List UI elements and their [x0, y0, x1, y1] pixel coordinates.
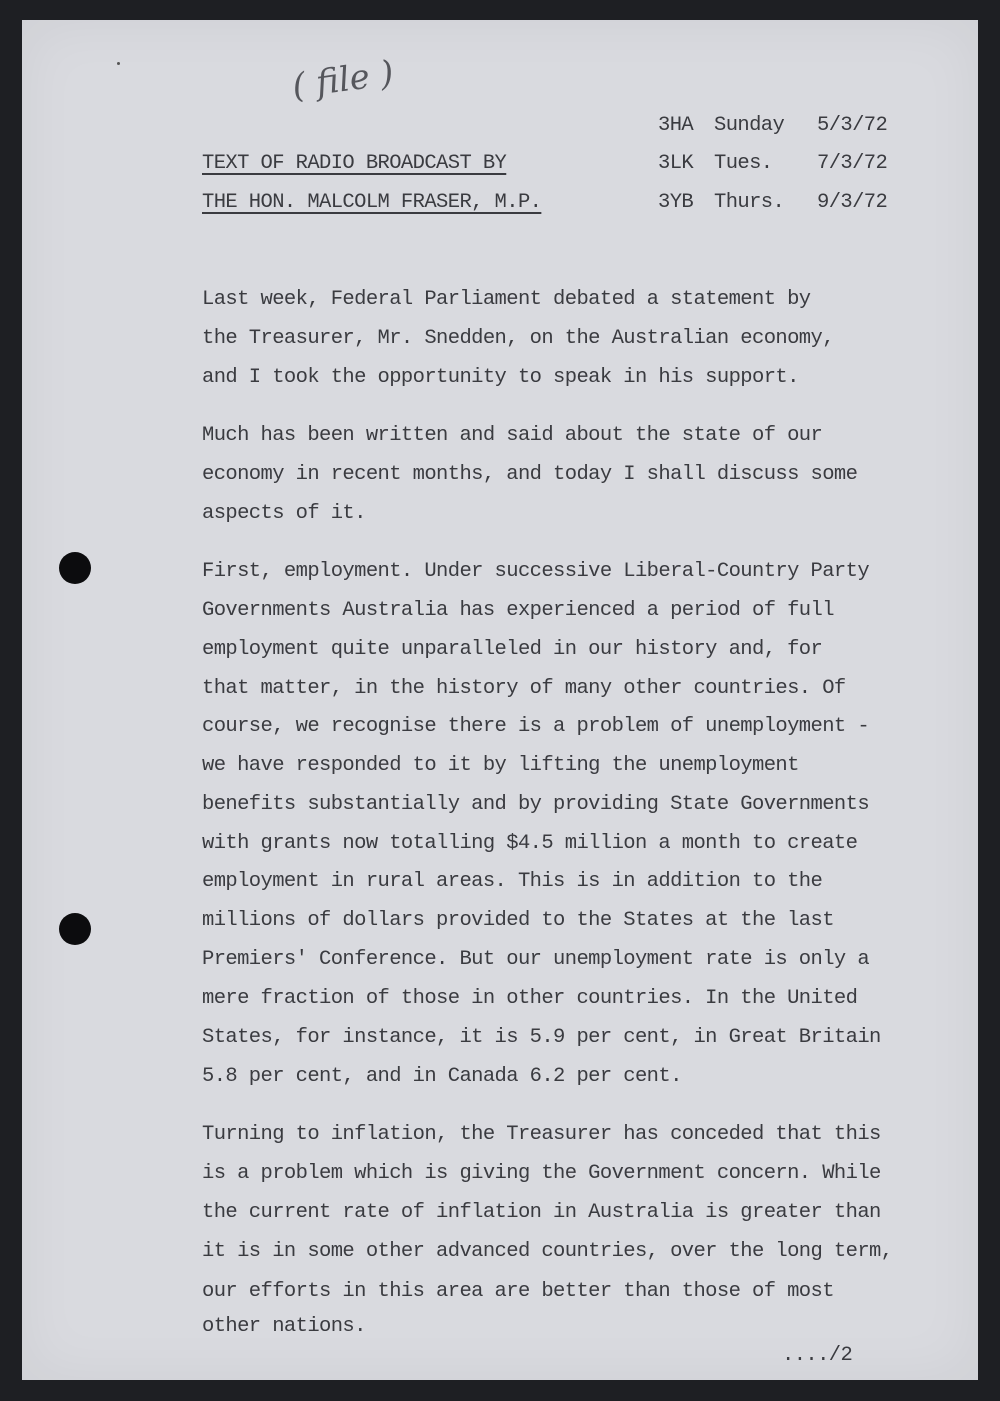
punch-hole	[59, 552, 91, 584]
schedule-day: Thurs.	[714, 191, 785, 214]
text-line: economy in recent months, and today I shall discuss some	[202, 463, 858, 486]
text-line: millions of dollars provided to the States at the last	[202, 909, 834, 932]
text-line: mere fraction of those in other countries. In the United	[202, 987, 858, 1010]
text-line: 5.8 per cent, and in Canada 6.2 per cent.	[202, 1065, 682, 1088]
schedule-station: 3HA	[658, 114, 694, 137]
title-line-2: THE HON. MALCOLM FRASER, M.P.	[202, 191, 542, 214]
text-line: Premiers' Conference. But our unemployment rate is only a	[202, 948, 870, 971]
text-line: employment in rural areas. This is in addition to the	[202, 870, 823, 893]
schedule-station: 3YB	[658, 191, 694, 214]
punch-hole	[59, 913, 91, 945]
handwritten-file-annotation: ( file )	[289, 53, 397, 107]
text-line: it is in some other advanced countries, over the long term,	[202, 1240, 893, 1263]
text-line: that matter, in the history of many other countries. Of	[202, 677, 846, 700]
text-line: Governments Australia has experienced a period of full	[202, 599, 834, 622]
schedule-date: 9/3/72	[817, 191, 888, 214]
schedule-station: 3LK	[658, 152, 694, 175]
schedule-day: Tues.	[714, 152, 773, 175]
text-line: Much has been written and said about the state of our	[202, 424, 823, 447]
paper-speck	[117, 62, 120, 65]
text-line: First, employment. Under successive Liberal-Country Party	[202, 560, 870, 583]
text-line: other nations.	[202, 1315, 366, 1338]
schedule-day: Sunday	[714, 114, 785, 137]
text-line: is a problem which is giving the Government concern. While	[202, 1162, 881, 1185]
text-line: States, for instance, it is 5.9 per cent, in Great Britain	[202, 1026, 881, 1049]
text-line: aspects of it.	[202, 502, 366, 525]
text-line: and I took the opportunity to speak in his support.	[202, 366, 799, 389]
text-line: the Treasurer, Mr. Snedden, on the Australian economy,	[202, 327, 834, 350]
title-line-1: TEXT OF RADIO BROADCAST BY	[202, 152, 507, 175]
text-line: benefits substantially and by providing State Governments	[202, 793, 870, 816]
schedule-date: 5/3/72	[817, 114, 888, 137]
document-page	[22, 20, 978, 1380]
text-line: Turning to inflation, the Treasurer has conceded that this	[202, 1123, 881, 1146]
text-line: Last week, Federal Parliament debated a statement by	[202, 288, 811, 311]
text-line: we have responded to it by lifting the unemployment	[202, 754, 799, 777]
text-line: our efforts in this area are better than those of most	[202, 1280, 834, 1303]
schedule-date: 7/3/72	[817, 152, 888, 175]
page-continuation-marker: ..../2	[782, 1344, 853, 1367]
text-line: course, we recognise there is a problem of unemployment -	[202, 715, 870, 738]
text-line: with grants now totalling $4.5 million a month to create	[202, 832, 858, 855]
text-line: employment quite unparalleled in our history and, for	[202, 638, 823, 661]
text-line: the current rate of inflation in Australia is greater than	[202, 1201, 881, 1224]
